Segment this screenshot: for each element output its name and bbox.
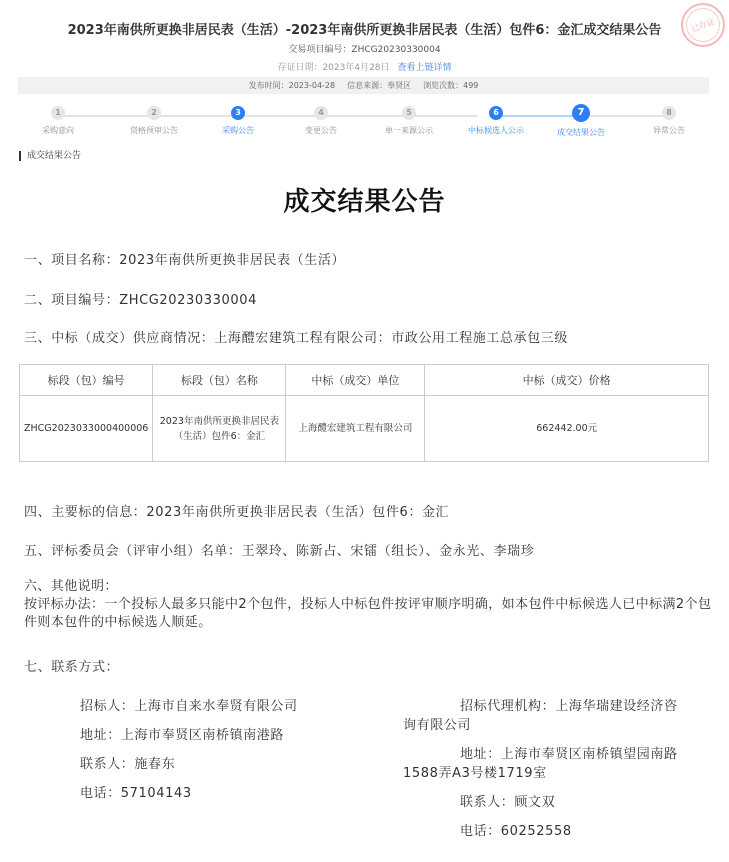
table-header-cell: 中标（成交）价格 — [425, 365, 709, 396]
buyer-name: 招标人：上海市自来水奉贤有限公司 — [80, 699, 298, 714]
step-label: 资格预审公告 — [130, 126, 178, 135]
step-number: 3 — [231, 106, 245, 120]
step-label: 采购公告 — [222, 126, 254, 135]
step-number: 5 — [402, 106, 416, 120]
section-tag: 成交结果公告 — [19, 151, 81, 161]
contact-heading: 七、联系方式： — [24, 660, 120, 675]
table-header-cell: 标段（包）名称 — [153, 365, 286, 396]
step-label: 成交结果公告 — [557, 128, 605, 137]
table-cell: 上海醴宏建筑工程有限公司 — [286, 396, 425, 462]
agency-address-cont: 1588弄A3号楼1719室 — [403, 766, 547, 781]
step-7[interactable] — [536, 106, 626, 138]
agency-name: 招标代理机构：上海华瑞建设经济咨 — [460, 699, 678, 714]
deposit-stamp-text: 已存证 — [681, 3, 725, 47]
main-item-info: 四、主要标的信息：2023年南供所更换非居民表（生活）包件6：金汇 — [24, 505, 450, 520]
info-bar — [18, 77, 709, 94]
step-1[interactable] — [13, 106, 103, 136]
step-number: 2 — [147, 106, 161, 120]
step-label: 异常公告 — [653, 126, 685, 135]
agency-phone: 电话：60252558 — [460, 824, 572, 839]
project-name: 一、项目名称：2023年南供所更换非居民表（生活） — [24, 253, 346, 268]
project-number-label: 交易项目编号： — [288, 45, 352, 55]
page-title: 成交结果公告 — [283, 187, 446, 217]
step-number: 7 — [572, 104, 590, 122]
step-label: 变更公告 — [305, 126, 337, 135]
buyer-contact: 联系人：施春东 — [80, 757, 176, 772]
table-header-cell: 中标（成交）单位 — [286, 365, 425, 396]
table-header-row — [20, 365, 709, 396]
deposit-stamp-icon — [681, 3, 725, 47]
result-table — [19, 364, 709, 462]
committee-list: 五、评标委员会（评审小组）名单：王翠玲、陈新占、宋镭（组长）、金永光、李瑞珍 — [24, 544, 535, 559]
notes-body: 按评标办法：一个投标人最多只能中2个包件，投标人中标包件按评审顺序明确，如本包件中标候选人已中标满2个包件则本包件的中标候选人顺延。 — [24, 597, 712, 630]
deposit-date: 2023年4月28日 — [322, 63, 390, 73]
view-count: 浏览次数：499 — [423, 81, 479, 90]
project-number-line — [0, 42, 729, 55]
notes-heading: 六、其他说明： — [24, 579, 118, 594]
step-number: 1 — [51, 106, 65, 120]
table-cell: 2023年南供所更换非居民表（生活）包件6：金汇 — [153, 396, 286, 462]
deposit-date-line — [0, 60, 729, 73]
step-6[interactable] — [451, 106, 541, 136]
deposit-date-label: 存证日期： — [277, 63, 323, 73]
step-3[interactable] — [193, 106, 283, 136]
buyer-phone: 电话：57104143 — [80, 786, 192, 801]
step-number: 4 — [314, 106, 328, 120]
supplier-info: 三、中标（成交）供应商情况：上海醴宏建筑工程有限公司：市政公用工程施工总承包三级 — [24, 331, 569, 346]
table-row — [20, 396, 709, 462]
agency-name-cont: 询有限公司 — [403, 718, 472, 733]
step-label: 中标候选人公示 — [468, 126, 524, 135]
table-cell: ZHCG2023033000400006 — [20, 396, 153, 462]
table-cell: 662442.00元 — [425, 396, 709, 462]
progress-steps — [18, 100, 709, 142]
publish-time: 发布时间：2023-04-28 — [248, 81, 336, 90]
step-label: 采购意向 — [42, 126, 74, 135]
other-notes — [24, 578, 714, 632]
buyer-address: 地址：上海市奉贤区南桥镇南港路 — [80, 728, 285, 743]
step-label: 单一来源公示 — [385, 126, 433, 135]
step-number: 6 — [489, 106, 503, 120]
step-8[interactable] — [624, 106, 714, 136]
table-header-cell: 标段（包）编号 — [20, 365, 153, 396]
agency-contact: 联系人：顾文双 — [460, 795, 556, 810]
step-5[interactable] — [364, 106, 454, 136]
step-4[interactable] — [276, 106, 366, 136]
chain-detail-link[interactable]: 查看上链详情 — [397, 63, 452, 73]
notice-title: 2023年南供所更换非居民表（生活）-2023年南供所更换非居民表（生活）包件6：金汇成交结果公告 — [67, 23, 662, 38]
info-source: 信息来源：奉贤区 — [347, 81, 412, 90]
project-number: ZHCG20230330004 — [351, 45, 441, 55]
agency-address: 地址：上海市奉贤区南桥镇望园南路 — [460, 747, 678, 762]
step-number: 8 — [662, 106, 676, 120]
step-2[interactable] — [109, 106, 199, 136]
project-number-item: 二、项目编号：ZHCG20230330004 — [24, 293, 258, 308]
